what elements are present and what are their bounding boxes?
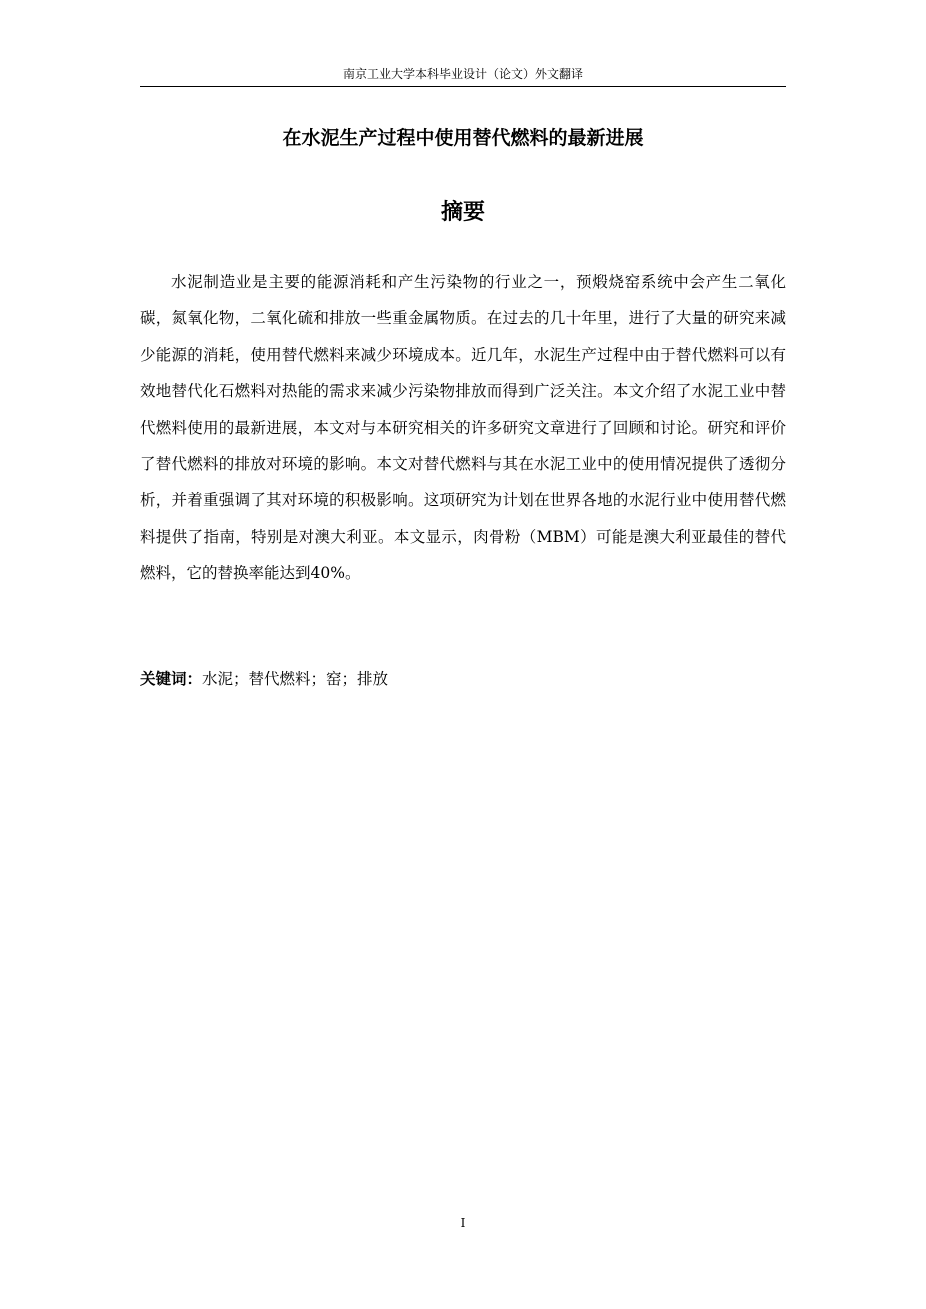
keywords-label: 关键词： xyxy=(140,670,203,688)
keywords-line xyxy=(140,664,786,694)
document-title: 在水泥生产过程中使用替代燃料的最新进展 xyxy=(282,127,644,149)
page-number: I xyxy=(460,1216,466,1230)
running-header: 南京工业大学本科毕业设计（论文）外文翻译 xyxy=(342,67,583,81)
abstract-heading: 摘要 xyxy=(440,200,485,225)
header-rule xyxy=(140,86,786,87)
abstract-body: 水泥制造业是主要的能源消耗和产生污染物的行业之一，预煅烧窑系统中会产生二氧化碳，氮氧化物，二氧化硫和排放一些重金属物质。在过去的几十年里，进行了大量的研究来减少能源的消耗，使用替代燃料来减少环境成本。近几年，水泥生产过程中由于替代燃料可以有效地替代化石燃料对热能的需求来减少污染物排放而得到广泛关注。本文介绍了水泥工业中替代燃料使用的最新进展，本文对与本研究相关的许多研究文章进行了回顾和讨论。研究和评价了替代燃料的排放对环境的影响。本文对替代燃料与其在水泥工业中的使用情况提供了透彻分析，并着重强调了其对环境的积极影响。这项研究为计划在世界各地的水泥行业中使用替代燃料提供了指南，特别是对澳大利亚。本文显示，肉骨粉（MBM）可能是澳大利亚最佳的替代燃料，它的替换率能达到40%。 xyxy=(140,273,786,583)
keywords-text: 水泥；替代燃料；窑；排放 xyxy=(202,670,389,688)
